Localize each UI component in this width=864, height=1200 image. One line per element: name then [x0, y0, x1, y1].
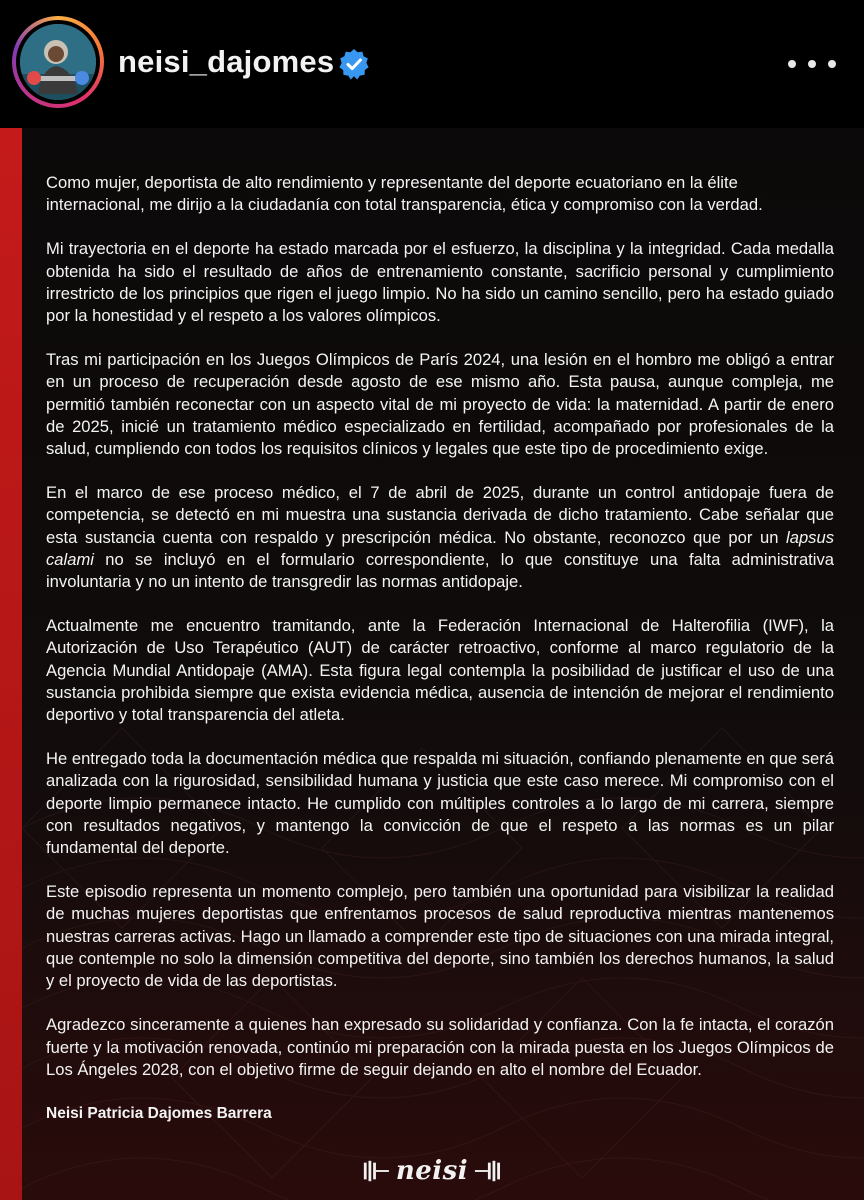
accent-bar	[0, 128, 22, 1200]
avatar[interactable]	[20, 24, 96, 100]
dumbbell-left-icon	[362, 1159, 390, 1183]
paragraph: Tras mi participación en los Juegos Olímpicos de París 2024, una lesión en el hombro me obligó a entrar en un proceso de recuperación desde agosto de ese mismo año. Esta pausa, aunque compleja, me permitió también reconectar con un aspecto vital de mi proyecto de vida: la maternidad. A partir de enero de 2025, inicié un tratamiento médico especializado en fertilidad, acompañado por profesionales de la salud, cumpliendo con todos los requisitos clínicos y legales que este tipo de procedimiento exige.	[46, 350, 834, 459]
more-options-icon[interactable]	[788, 50, 836, 78]
post-header	[0, 0, 864, 128]
paragraph: En el marco de ese proceso médico, el 7 de abril de 2025, durante un control antidopaje fuera de competencia, se detectó en mi muestra una sustancia derivada de dicho tratamiento. Cabe señalar que esta sustancia cuenta con respaldo y prescripción médica. No obstante, reconozco que por un lapsus calami no se incluyó en el formulario correspondiente, lo que constituye una falta administrativa involuntaria y no un intento de transgredir las normas antidopaje.	[46, 483, 834, 592]
dumbbell-right-icon	[474, 1159, 502, 1183]
verified-badge-icon	[338, 48, 370, 80]
post-image	[0, 128, 864, 1200]
statement-text	[46, 172, 834, 1125]
logo-text: neisi	[395, 1156, 469, 1186]
paragraph: He entregado toda la documentación médica que respalda mi situación, confiando plenamente en que será analizada con la rigurosidad, sensibilidad humana y justicia que este caso merece. Mi compromiso con el deporte limpio permanece intacto. He cumplido con múltiples controles a lo largo de mi carrera, siempre con resultados negativos, y mantengo la convicción de que el respeto a las normas es un pilar fundamental del deporte.	[46, 749, 834, 858]
brand-logo	[362, 1154, 502, 1188]
profile-avatar-ring[interactable]	[12, 16, 104, 108]
username[interactable]: neisi_dajomes	[118, 44, 335, 79]
avatar-photo-icon	[20, 24, 96, 100]
paragraph: Como mujer, deportista de alto rendimiento y representante del deporte ecuatoriano en la élite internacional, me dirijo a la ciudadanía con total transparencia, ética y compromiso con la verdad.	[46, 173, 763, 215]
paragraph: Actualmente me encuentro tramitando, ante la Federación Internacional de Halterofilia (IWF), la Autorización de Uso Terapéutico (AUT) de carácter retroactivo, conforme al marco regulatorio de la Agencia Mundial Antidopaje (AMA). Esta figura legal contempla la posibilidad de justificar el uso de una sustancia prohibida siempre que exista evidencia médica, ausencia de intención de mejorar el rendimiento deportivo y total transparencia del atleta.	[46, 616, 834, 725]
paragraph: Mi trayectoria en el deporte ha estado marcada por el esfuerzo, la disciplina y la integridad. Cada medalla obtenida ha sido el resultado de años de entrenamiento constante, sacrificio personal y cumplimiento irrestricto de los principios que rigen el juego limpio. No ha sido un camino sencillo, pero ha estado guiado por la honestidad y el respeto a los valores olímpicos.	[46, 239, 834, 326]
signature: Neisi Patricia Dajomes Barrera	[46, 1104, 272, 1122]
paragraph: Este episodio representa un momento complejo, pero también una oportunidad para visibilizar la realidad de muchas mujeres deportistas que enfrentamos procesos de salud reproductiva mientras mantenemos nuestras carreras activas. Hago un llamado a comprender este tipo de situaciones con una mirada integral, que contemple no solo la dimensión competitiva del deporte, sino también los derechos humanos, la salud y el proyecto de vida de las deportistas.	[46, 882, 834, 991]
paragraph: Agradezco sinceramente a quienes han expresado su solidaridad y confianza. Con la fe intacta, el corazón fuerte y la motivación renovada, continúo mi preparación con la mirada puesta en los Juegos Olímpicos de Los Ángeles 2028, con el objetivo firme de seguir dejando en alto el nombre del Ecuador.	[46, 1015, 834, 1079]
